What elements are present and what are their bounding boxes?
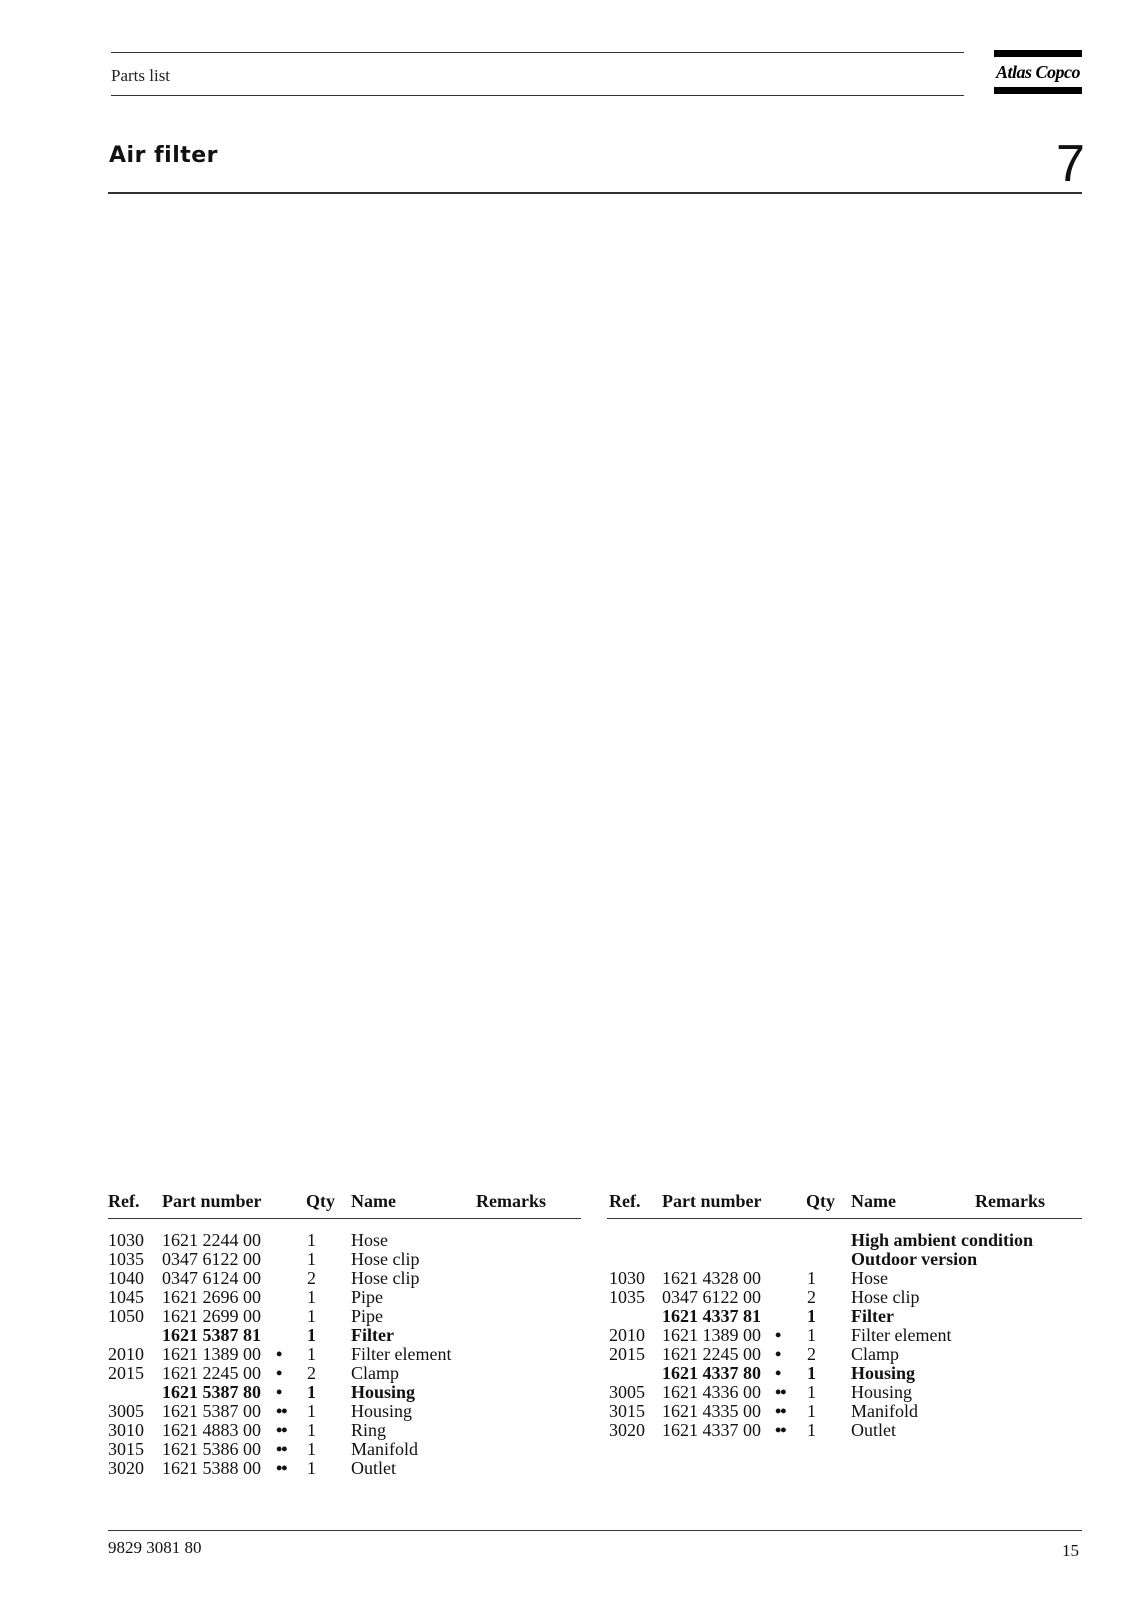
table-row	[607, 1345, 1082, 1364]
logo-top-bar	[994, 50, 1082, 57]
table-row	[108, 1307, 581, 1326]
name-cell: Pipe	[351, 1287, 384, 1307]
ref-cell: 1035	[609, 1287, 645, 1307]
document-number: 9829 3081 80	[108, 1538, 202, 1557]
table-row	[108, 1231, 581, 1250]
part-number-cell: 0347 6122 00	[162, 1249, 261, 1269]
ref-cell: 3010	[108, 1420, 144, 1440]
name-cell: Hose clip	[851, 1287, 920, 1307]
qty-cell: 1	[807, 1325, 816, 1345]
name-cell: Outlet	[851, 1420, 896, 1440]
name-cell: Housing	[851, 1382, 913, 1402]
part-number-cell: 1621 5387 00	[162, 1401, 261, 1421]
qty-cell: 1	[807, 1268, 816, 1288]
name-cell: Filter element	[851, 1325, 952, 1345]
section-number: 7	[1056, 135, 1085, 193]
indent-dots: ••	[775, 1420, 786, 1440]
logo-bottom-bar	[994, 87, 1082, 94]
name-cell: Outdoor version	[851, 1249, 978, 1269]
indent-dots: •	[775, 1344, 781, 1364]
qty-cell: 1	[307, 1325, 316, 1345]
indent-dots: ••	[276, 1458, 287, 1478]
section-rule	[108, 192, 1082, 194]
part-number-cell: 1621 1389 00	[162, 1344, 261, 1364]
table-row	[607, 1383, 1082, 1402]
ref-cell: 2015	[609, 1344, 645, 1364]
name-cell: Hose	[851, 1268, 888, 1288]
parts-table-left	[108, 1190, 581, 1478]
indent-dots: •	[276, 1382, 282, 1402]
table-rows	[607, 1231, 1082, 1440]
table-row	[108, 1421, 581, 1440]
table-row	[607, 1402, 1082, 1421]
ref-cell: 1040	[108, 1268, 144, 1288]
part-number-cell: 1621 4336 00	[662, 1382, 761, 1402]
ref-cell: 2010	[108, 1344, 144, 1364]
header-part-number: Part number	[162, 1191, 262, 1211]
qty-cell: 1	[307, 1287, 316, 1307]
qty-cell: 1	[807, 1382, 816, 1402]
ref-cell: 3020	[108, 1458, 144, 1478]
part-number-cell: 1621 2245 00	[162, 1363, 261, 1383]
ref-cell: 1030	[108, 1230, 144, 1250]
part-number-cell: 1621 4328 00	[662, 1268, 761, 1288]
header-name: Name	[351, 1191, 396, 1211]
table-row	[108, 1364, 581, 1383]
brand-logo	[994, 50, 1082, 94]
header-top-rule	[111, 52, 964, 53]
table-rows	[108, 1231, 581, 1478]
footer-rule	[108, 1530, 1082, 1531]
qty-cell: 1	[307, 1401, 316, 1421]
table-row	[108, 1459, 581, 1478]
table-row	[108, 1250, 581, 1269]
header-ref: Ref.	[609, 1191, 641, 1211]
qty-cell: 2	[307, 1363, 316, 1383]
qty-cell: 1	[807, 1420, 816, 1440]
header-label: Parts list	[111, 66, 171, 85]
name-cell: Hose	[351, 1230, 388, 1250]
table-row	[108, 1383, 581, 1402]
part-number-cell: 1621 1389 00	[662, 1325, 761, 1345]
section-title: Air filter	[109, 143, 219, 168]
header-remarks: Remarks	[975, 1191, 1045, 1211]
part-number-cell: 1621 4337 00	[662, 1420, 761, 1440]
part-number-cell: 1621 4337 81	[662, 1306, 761, 1326]
part-number-cell: 1621 2244 00	[162, 1230, 261, 1250]
ref-cell: 2015	[108, 1363, 144, 1383]
header-bottom-rule	[111, 95, 964, 96]
name-cell: High ambient condition	[851, 1230, 1034, 1250]
name-cell: Filter	[851, 1306, 894, 1326]
name-cell: Housing	[351, 1401, 413, 1421]
qty-cell: 1	[307, 1382, 316, 1402]
indent-dots: •	[276, 1363, 282, 1383]
qty-cell: 2	[307, 1268, 316, 1288]
qty-cell: 1	[307, 1439, 316, 1459]
qty-cell: 1	[307, 1230, 316, 1250]
ref-cell: 3005	[108, 1401, 144, 1421]
page-number: 15	[1062, 1541, 1079, 1560]
part-number-cell: 1621 4337 80	[662, 1363, 761, 1383]
name-cell: Manifold	[851, 1401, 918, 1421]
table-row	[607, 1326, 1082, 1345]
name-cell: Manifold	[351, 1439, 418, 1459]
part-number-cell: 1621 2696 00	[162, 1287, 261, 1307]
part-number-cell: 1621 5386 00	[162, 1439, 261, 1459]
qty-cell: 2	[807, 1287, 816, 1307]
name-cell: Clamp	[351, 1363, 399, 1383]
table-header	[607, 1190, 1082, 1219]
qty-cell: 1	[307, 1306, 316, 1326]
part-number-cell: 1621 2245 00	[662, 1344, 761, 1364]
name-cell: Clamp	[851, 1344, 899, 1364]
ref-cell: 1050	[108, 1306, 144, 1326]
name-cell: Hose clip	[351, 1249, 420, 1269]
qty-cell: 2	[807, 1344, 816, 1364]
table-row	[108, 1345, 581, 1364]
name-cell: Housing	[851, 1363, 916, 1383]
name-cell: Housing	[351, 1382, 416, 1402]
ref-cell: 3020	[609, 1420, 645, 1440]
indent-dots: ••	[775, 1382, 786, 1402]
indent-dots: •	[775, 1363, 781, 1383]
ref-cell: 1030	[609, 1268, 645, 1288]
part-number-cell: 1621 5387 81	[162, 1325, 261, 1345]
table-row	[607, 1421, 1082, 1440]
qty-cell: 1	[807, 1306, 816, 1326]
table-row	[108, 1326, 581, 1345]
ref-cell: 1035	[108, 1249, 144, 1269]
table-header	[108, 1190, 581, 1219]
qty-cell: 1	[807, 1363, 816, 1383]
table-row	[108, 1402, 581, 1421]
part-number-cell: 1621 4883 00	[162, 1420, 261, 1440]
name-cell: Filter element	[351, 1344, 452, 1364]
part-number-cell: 1621 2699 00	[162, 1306, 261, 1326]
illustration-area	[108, 200, 1082, 1180]
qty-cell: 1	[307, 1344, 316, 1364]
name-cell: Outlet	[351, 1458, 396, 1478]
indent-dots: ••	[276, 1420, 287, 1440]
table-row	[108, 1288, 581, 1307]
part-number-cell: 0347 6124 00	[162, 1268, 261, 1288]
ref-cell: 2010	[609, 1325, 645, 1345]
qty-cell: 1	[807, 1401, 816, 1421]
table-row	[607, 1288, 1082, 1307]
table-row	[607, 1250, 1082, 1269]
name-cell: Hose clip	[351, 1268, 420, 1288]
header-qty: Qty	[806, 1191, 835, 1211]
qty-cell: 1	[307, 1249, 316, 1269]
part-number-cell: 1621 5387 80	[162, 1382, 261, 1402]
table-row	[607, 1307, 1082, 1326]
parts-table-right	[607, 1190, 1082, 1440]
indent-dots: ••	[276, 1439, 287, 1459]
ref-cell: 3015	[108, 1439, 144, 1459]
indent-dots: •	[276, 1344, 282, 1364]
logo-text: Atlas Copco	[995, 62, 1080, 82]
table-row	[607, 1364, 1082, 1383]
table-row	[108, 1269, 581, 1288]
header-name: Name	[851, 1191, 896, 1211]
indent-dots: ••	[775, 1401, 786, 1421]
ref-cell: 3005	[609, 1382, 645, 1402]
header-remarks: Remarks	[476, 1191, 546, 1211]
indent-dots: •	[775, 1325, 781, 1345]
indent-dots: ••	[276, 1401, 287, 1421]
name-cell: Ring	[351, 1420, 387, 1440]
name-cell: Pipe	[351, 1306, 384, 1326]
name-cell: Filter	[351, 1325, 394, 1345]
part-number-cell: 0347 6122 00	[662, 1287, 761, 1307]
ref-cell: 3015	[609, 1401, 645, 1421]
header-part-number: Part number	[662, 1191, 762, 1211]
header-qty: Qty	[306, 1191, 335, 1211]
table-row	[607, 1269, 1082, 1288]
qty-cell: 1	[307, 1458, 316, 1478]
table-row	[108, 1440, 581, 1459]
header-ref: Ref.	[108, 1191, 140, 1211]
part-number-cell: 1621 5388 00	[162, 1458, 261, 1478]
qty-cell: 1	[307, 1420, 316, 1440]
part-number-cell: 1621 4335 00	[662, 1401, 761, 1421]
table-row	[607, 1231, 1082, 1250]
ref-cell: 1045	[108, 1287, 144, 1307]
